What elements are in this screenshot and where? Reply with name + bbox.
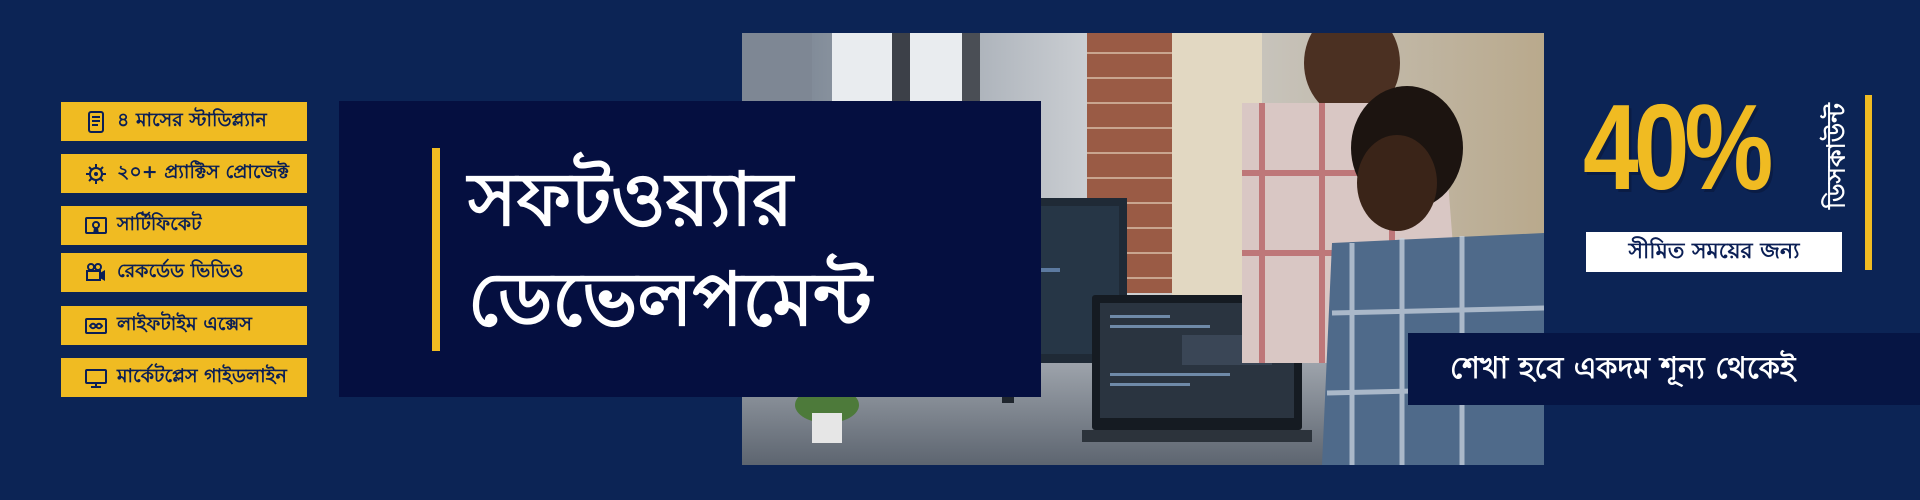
feature-item-projects xyxy=(61,154,307,193)
feature-item-marketplace xyxy=(61,358,307,397)
course-title-line1: সফটওয়্যার xyxy=(468,157,793,243)
feature-label: ২০+ প্র্যাক্টিস প্রোজেক্ট xyxy=(117,160,290,183)
feature-item-studyplan xyxy=(61,102,307,141)
course-title-line2: ডেভেলপমেন্ট xyxy=(468,257,872,343)
feature-label: ৪ মাসের স্টাডিপ্ল্যান xyxy=(117,108,267,131)
feature-label: মার্কেটপ্লেস গাইডলাইন xyxy=(117,364,287,387)
feature-label: সার্টিফিকেট xyxy=(117,212,202,235)
feature-item-lifetime xyxy=(61,306,307,345)
course-title xyxy=(468,150,872,350)
video-camera-icon xyxy=(83,260,109,286)
feature-label: লাইফটাইম এক্সেস xyxy=(117,312,252,335)
syllabus-icon xyxy=(83,109,109,135)
certificate-icon xyxy=(83,213,109,239)
lifetime-access-icon xyxy=(83,313,109,339)
feature-label: রেকর্ডেড ভিডিও xyxy=(117,259,244,282)
feature-item-video xyxy=(61,253,307,292)
discount-accent-bar xyxy=(1865,95,1872,270)
monitor-icon xyxy=(83,365,109,391)
project-icon xyxy=(83,161,109,187)
feature-item-certificate xyxy=(61,206,307,245)
discount-value: 40% xyxy=(1583,79,1769,215)
tagline: শেখা হবে একদম শূন্য থেকেই xyxy=(1408,333,1920,405)
discount-label: ডিসকাউন্ট xyxy=(1821,103,1851,209)
limited-offer-badge: সীমিত সময়ের জন্য xyxy=(1586,232,1842,272)
title-accent-bar xyxy=(432,148,440,351)
